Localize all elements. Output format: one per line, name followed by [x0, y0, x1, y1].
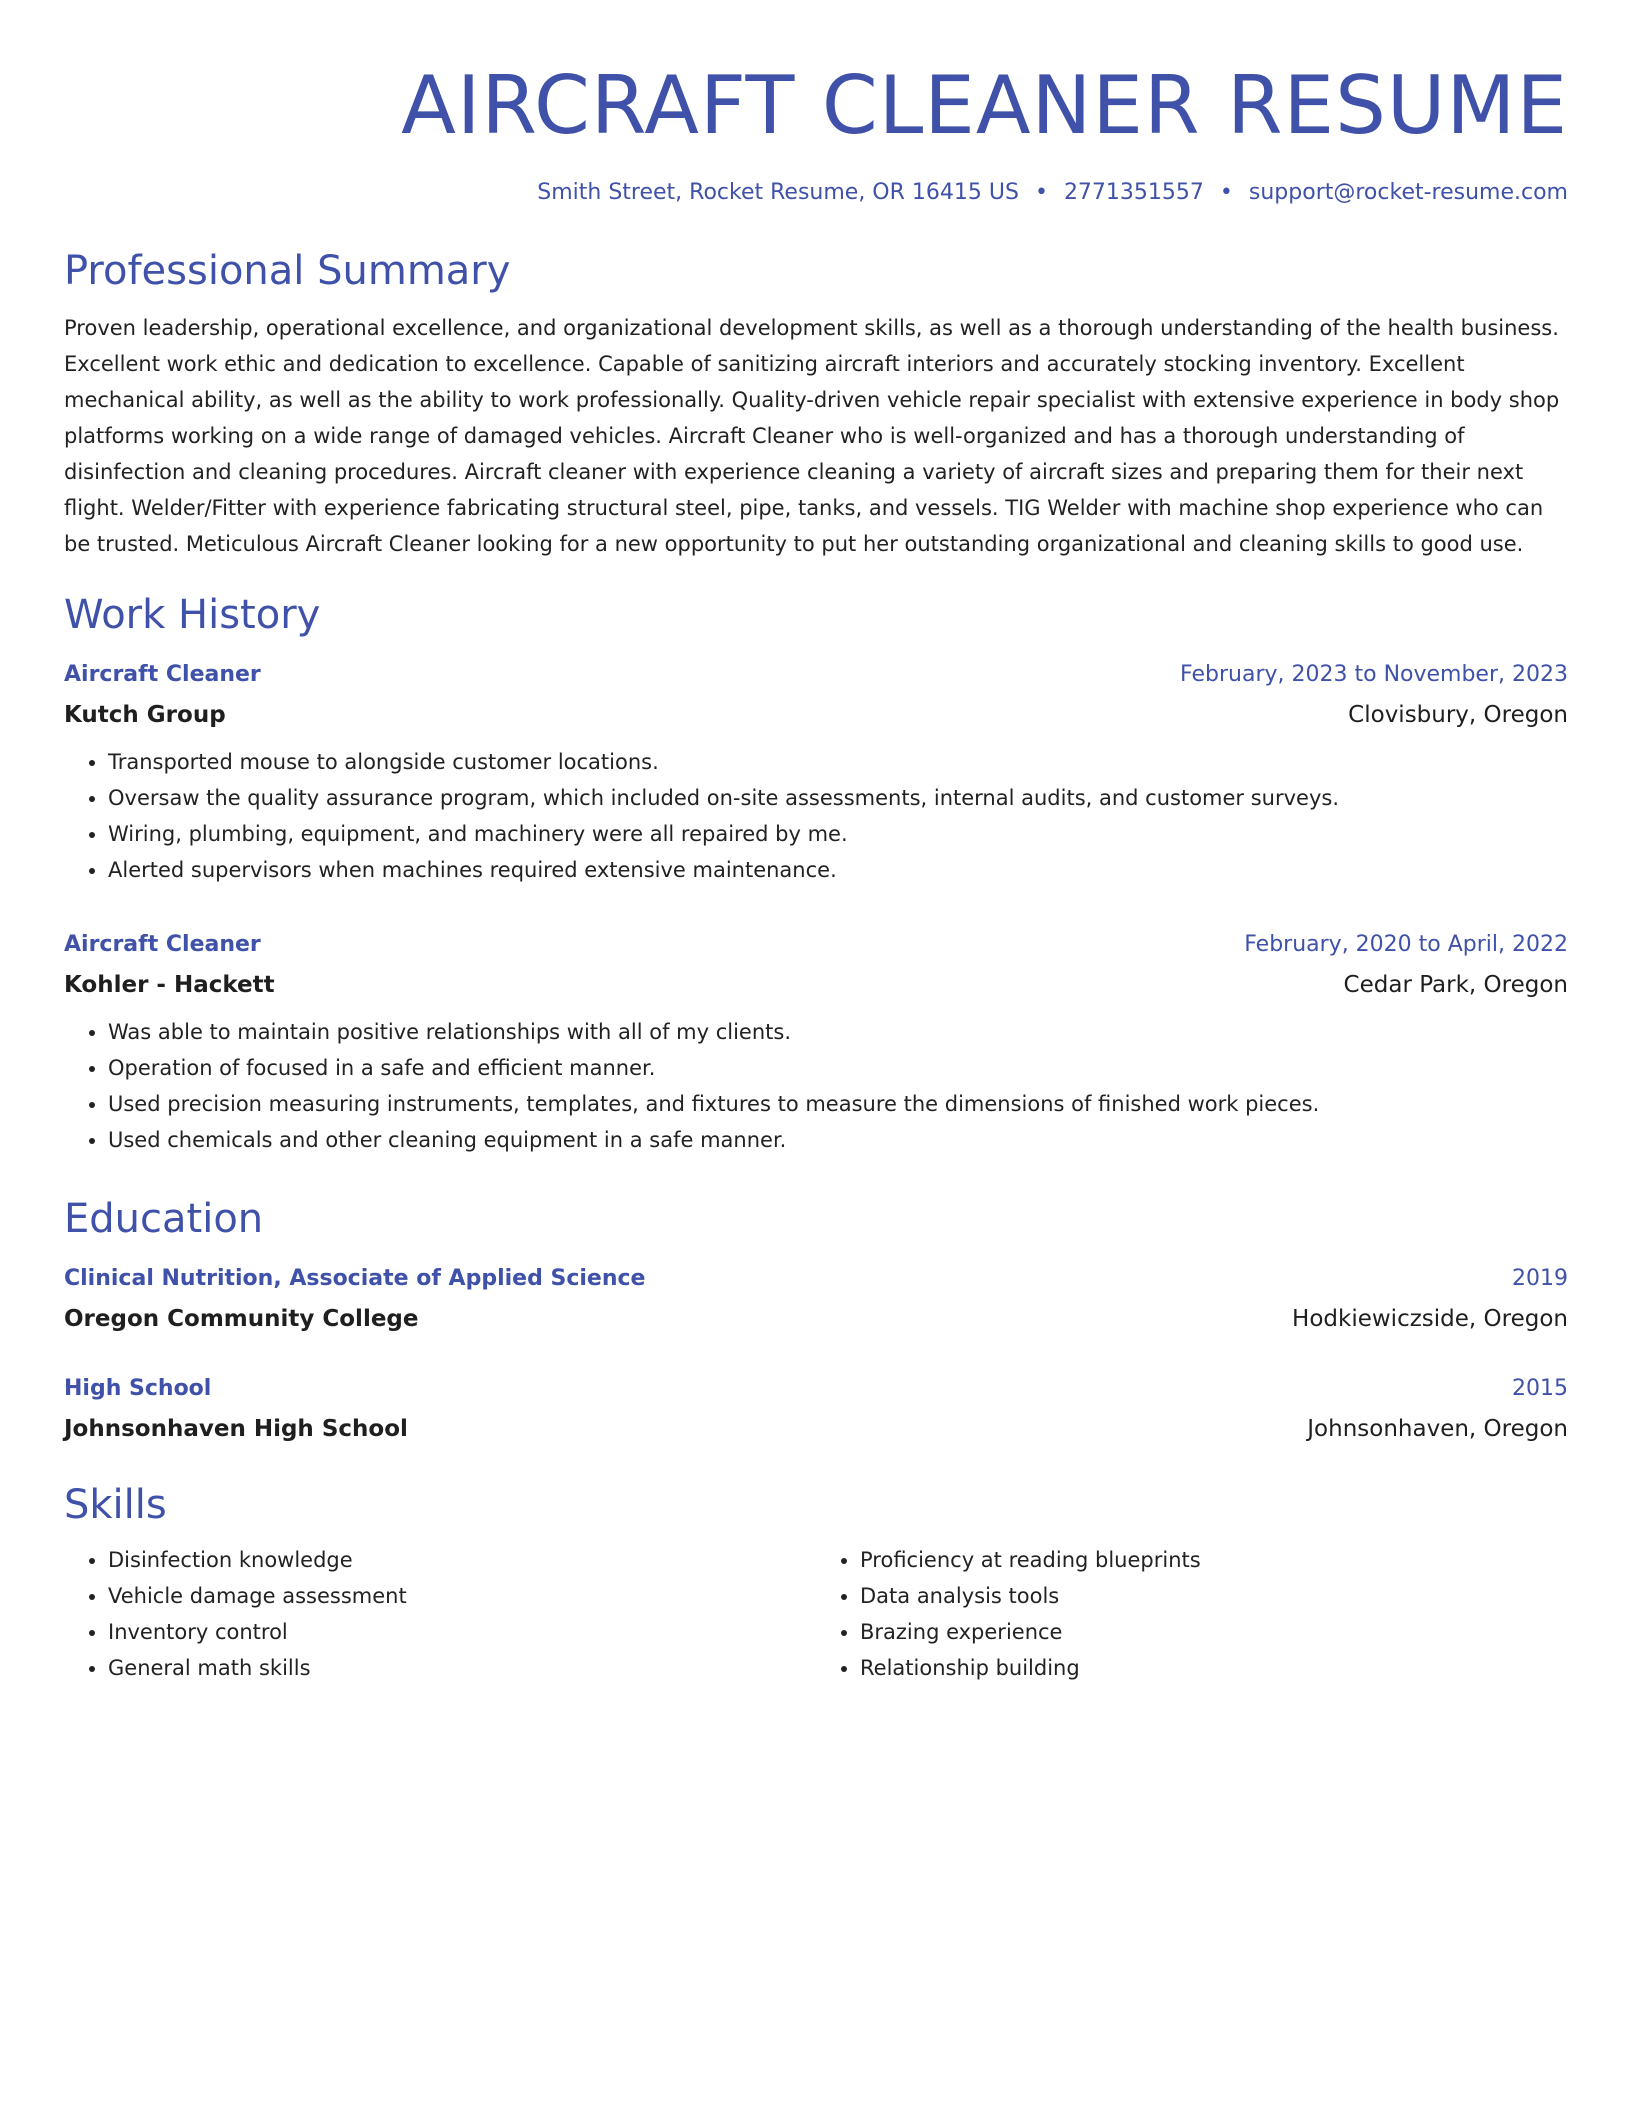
- education-school: Johnsonhaven High School: [64, 1416, 408, 1442]
- job-bullets: [64, 744, 1568, 888]
- job-bullet: • Operation of focused in a safe and efficient manner.: [108, 1050, 1568, 1086]
- job-company-row: [64, 970, 1568, 1000]
- work-history-heading: Work History: [64, 592, 321, 638]
- skill-item: • General math skills: [108, 1650, 816, 1686]
- job-location: Clovisbury, Oregon: [1348, 702, 1568, 728]
- skill-item: • Inventory control: [108, 1614, 816, 1650]
- education-header-row: [64, 1264, 1568, 1294]
- job-bullet: • Wiring, plumbing, equipment, and machinery were all repaired by me.: [108, 816, 1568, 852]
- job-dates: February, 2020 to April, 2022: [1244, 932, 1568, 957]
- contact-email: support@rocket-resume.com: [1248, 180, 1568, 205]
- job-bullets: [64, 1014, 1568, 1158]
- job-header-row: [64, 930, 1568, 960]
- job-bullet: • Was able to maintain positive relationships with all of my clients.: [108, 1014, 1568, 1050]
- education-location: Hodkiewiczside, Oregon: [1292, 1306, 1568, 1332]
- job-header-row: [64, 660, 1568, 690]
- education-header-row: [64, 1374, 1568, 1404]
- resume-title: AIRCRAFT CLEANER RESUME: [401, 59, 1568, 152]
- job-dates: February, 2023 to November, 2023: [1180, 662, 1568, 687]
- contact-separator: •: [1219, 180, 1233, 205]
- skills-list-right: [816, 1542, 1568, 1686]
- job-bullet: • Used chemicals and other cleaning equipment in a safe manner.: [108, 1122, 1568, 1158]
- education-heading: Education: [64, 1196, 264, 1242]
- contact-line: [64, 178, 1568, 208]
- job-company: Kutch Group: [64, 702, 226, 728]
- education-degree: High School: [64, 1376, 212, 1401]
- education-school-row: [64, 1304, 1568, 1334]
- education-degree: Clinical Nutrition, Associate of Applied Science: [64, 1266, 646, 1291]
- skills-columns: [64, 1542, 1568, 1686]
- job-location: Cedar Park, Oregon: [1343, 972, 1568, 998]
- education-year: 2019: [1512, 1266, 1568, 1291]
- job-bullet: • Transported mouse to alongside customer locations.: [108, 744, 1568, 780]
- job-title: Aircraft Cleaner: [64, 662, 261, 687]
- job-bullet: • Oversaw the quality assurance program, which included on-site assessments, internal audits, and customer surveys.: [108, 780, 1568, 816]
- job-bullet: • Alerted supervisors when machines required extensive maintenance.: [108, 852, 1568, 888]
- job-company-row: [64, 700, 1568, 730]
- education-location: Johnsonhaven, Oregon: [1307, 1416, 1568, 1442]
- education-entry: [64, 1264, 1568, 1334]
- summary-heading: Professional Summary: [64, 248, 511, 294]
- education-section: [64, 1194, 1568, 1444]
- skills-list-left: [64, 1542, 816, 1686]
- education-year: 2015: [1512, 1376, 1568, 1401]
- summary-text: Proven leadership, operational excellence, and organizational development skills, as well as a thorough understanding of the health business. Excellent work ethic and dedication to excellence. Capable of sanitizing aircraft interiors and accurately stocking inventory. Excellent mechanical ability, as well as the ability to work professionally. Quality-driven vehicle repair specialist with extensive experience in body shop platforms working on a wide range of damaged vehicles. Aircraft Cleaner who is well-organized and has a thorough understanding of disinfection and cleaning procedures. Aircraft cleaner with experience cleaning a variety of aircraft sizes and preparing them for their next flight. Welder/Fitter with experience fabricating structural steel, pipe, tanks, and vessels. TIG Welder with machine shop experience who can be trusted. Meticulous Aircraft Cleaner looking for a new opportunity to put her outstanding organizational and cleaning skills to good use.: [64, 316, 1560, 556]
- contact-address: Smith Street, Rocket Resume, OR 16415 US: [537, 180, 1019, 205]
- education-school: Oregon Community College: [64, 1306, 419, 1332]
- skill-item: • Disinfection knowledge: [108, 1542, 816, 1578]
- education-school-row: [64, 1414, 1568, 1444]
- job-entry: [64, 930, 1568, 1158]
- skill-item: • Brazing experience: [860, 1614, 1568, 1650]
- job-bullet: • Used precision measuring instruments, templates, and fixtures to measure the dimensions of finished work pieces.: [108, 1086, 1568, 1122]
- skill-item: • Data analysis tools: [860, 1578, 1568, 1614]
- skill-item: • Vehicle damage assessment: [108, 1578, 816, 1614]
- skill-item: • Proficiency at reading blueprints: [860, 1542, 1568, 1578]
- contact-phone: 2771351557: [1063, 180, 1204, 205]
- job-entry: [64, 660, 1568, 888]
- skill-item: • Relationship building: [860, 1650, 1568, 1686]
- job-title: Aircraft Cleaner: [64, 932, 261, 957]
- job-company: Kohler - Hackett: [64, 972, 275, 998]
- education-entry: [64, 1374, 1568, 1444]
- contact-separator: •: [1034, 180, 1048, 205]
- skills-heading: Skills: [64, 1482, 167, 1528]
